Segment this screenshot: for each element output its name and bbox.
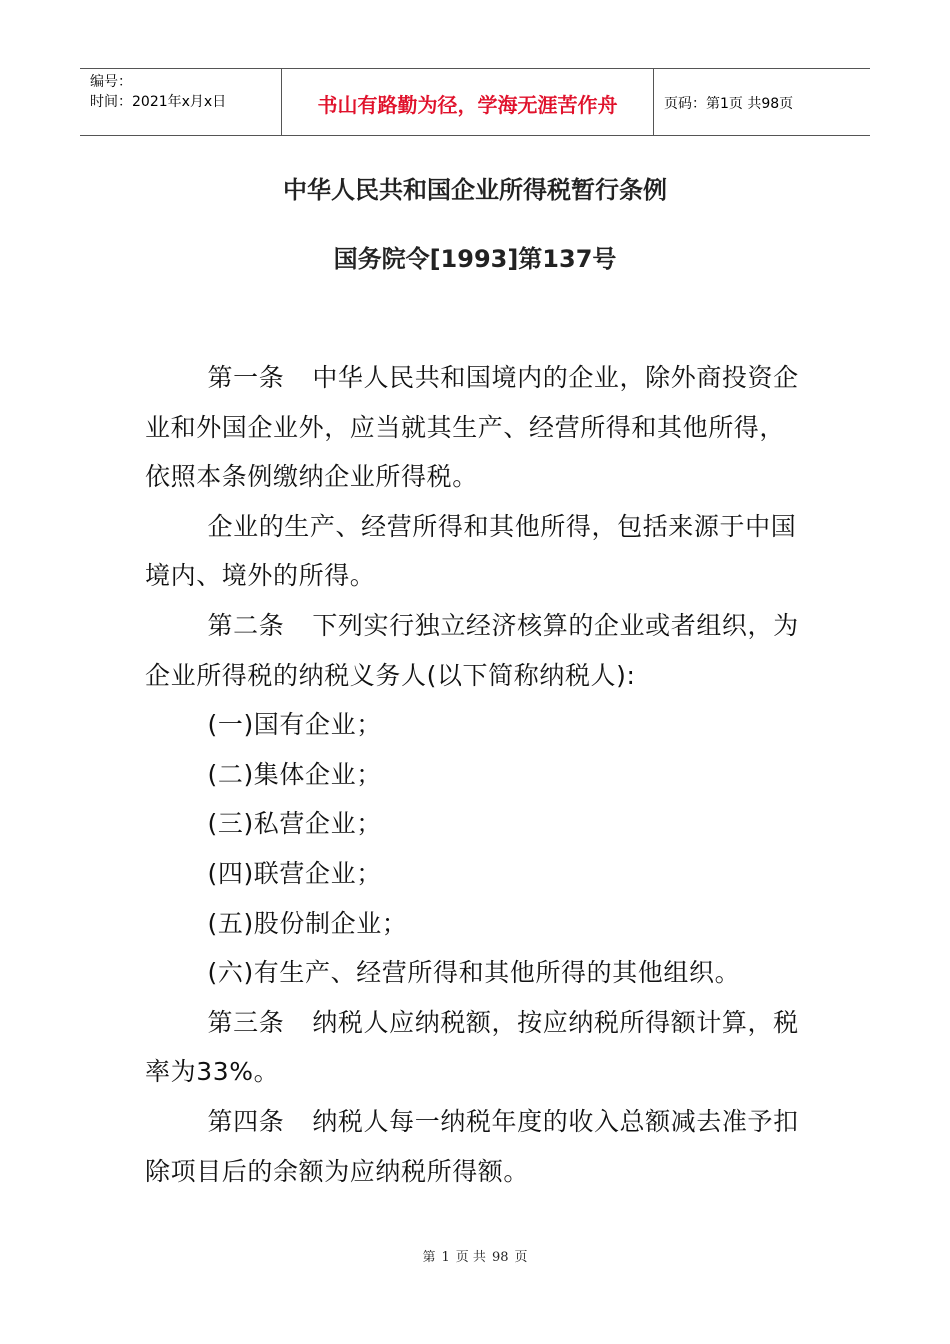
article-text: (四)联营企业； [207, 858, 382, 888]
article-text: 企业的生产、经营所得和其他所得，包括来源于中国境内、境外的所得。 [145, 511, 797, 591]
document-time-label: 时间：2021年x月x日 [90, 94, 227, 110]
document-body [145, 353, 805, 1196]
article-paragraph [145, 601, 805, 700]
article-number: 第三条 [207, 1007, 285, 1037]
footer-page-total: 98 [491, 1250, 509, 1265]
document-number-label: 编号： [90, 74, 132, 90]
article-paragraph [145, 799, 805, 849]
article-number: 第一条 [207, 363, 285, 392]
article-text: 下列实行独立经济核算的企业或者组织，为企业所得税的纳税义务人(以下简称纳税人): [145, 610, 799, 690]
footer-page-mid: 页 共 [455, 1250, 486, 1265]
article-text: (二)集体企业； [207, 759, 382, 789]
footer-page-prefix: 第 [422, 1250, 436, 1265]
article-paragraph [145, 849, 805, 899]
document-title: 中华人民共和国企业所得税暂行条例 [283, 176, 667, 204]
article-text: 纳税人应纳税额，按应纳税所得额计算，税率为33%。 [145, 1007, 799, 1087]
article-text: 纳税人每一纳税年度的收入总额减去准予扣除项目后的余额为应纳税所得额。 [145, 1106, 799, 1186]
page-header [80, 68, 870, 136]
document-decree: 国务院令[1993]第137号 [333, 245, 617, 273]
page-footer [0, 1246, 950, 1265]
footer-page-number: 1 [441, 1250, 450, 1265]
header-motto: 书山有路勤为径，学海无涯苦作舟 [282, 69, 654, 135]
article-paragraph [145, 700, 805, 750]
article-paragraph [145, 750, 805, 800]
header-meta [80, 69, 282, 135]
article-paragraph [145, 353, 805, 502]
article-paragraph [145, 998, 805, 1097]
article-text: (六)有生产、经营所得和其他所得的其他组织。 [207, 958, 741, 988]
article-paragraph [145, 948, 805, 998]
article-text: (五)股份制企业； [207, 908, 408, 938]
article-text: (三)私营企业； [207, 809, 382, 839]
article-paragraph [145, 899, 805, 949]
article-text: (一)国有企业； [207, 710, 382, 740]
article-paragraph [145, 1097, 805, 1196]
article-number: 第二条 [207, 610, 285, 640]
header-page-info: 页码：第1页 共98页 [664, 96, 794, 112]
article-number: 第四条 [207, 1106, 285, 1136]
article-text: 中华人民共和国境内的企业，除外商投资企业和外国企业外，应当就其生产、经营所得和其他所得，依照本条例缴纳企业所得税。 [145, 363, 799, 492]
article-paragraph [145, 502, 805, 601]
footer-page-suffix: 页 [514, 1250, 528, 1265]
